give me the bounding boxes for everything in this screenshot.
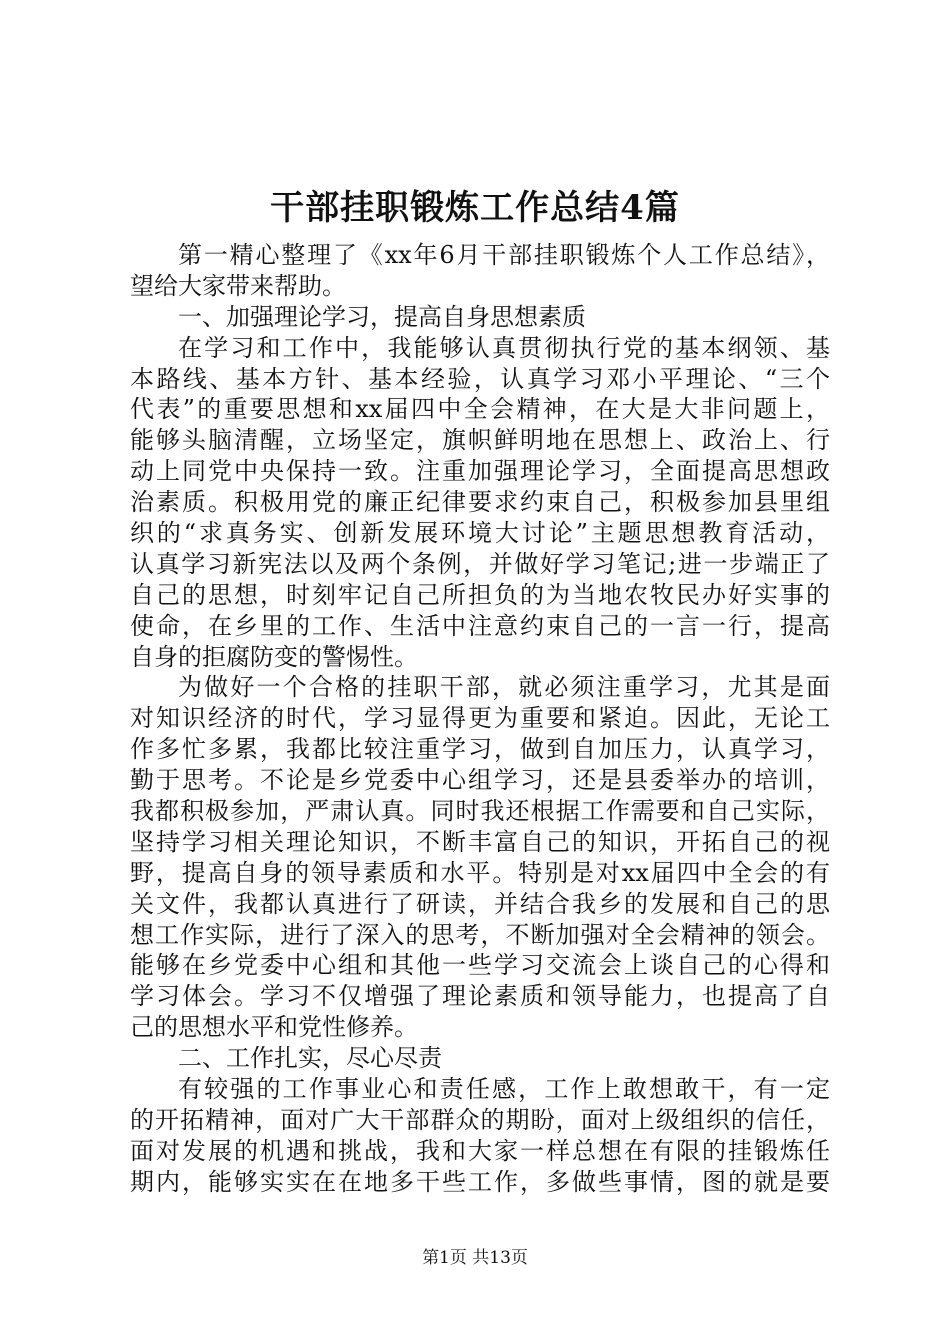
body-line: 认真学习新宪法以及两个条例，并做好学习笔记;进一步端正了 xyxy=(130,549,830,578)
body-line: 己的思想水平和党性修养。 xyxy=(130,1013,418,1042)
body-line: 织的“求真务实、创新发展环境大讨论”主题思想教育活动， xyxy=(130,519,830,548)
body-line: 坚持学习相关理论知识，不断丰富自己的知识，开拓自己的视 xyxy=(130,827,830,856)
body-line: 学习体会。学习不仅增强了理论素质和领导能力，也提高了自 xyxy=(130,982,830,1011)
body-line: 动上同党中央保持一致。注重加强理论学习，全面提高思想政 xyxy=(130,457,830,486)
body-line: 一、加强理论学习，提高自身思想素质 xyxy=(178,302,586,331)
body-line: 期内，能够实实在在地多干些工作，多做些事情，图的就是要 xyxy=(130,1167,830,1196)
page-footer: 第1页 共13页 xyxy=(422,1248,528,1268)
body-line: 自己的思想，时刻牢记自己所担负的为当地农牧民办好实事的 xyxy=(130,580,830,609)
body-line: 代表”的重要思想和xx届四中全会精神，在大是大非问题上， xyxy=(130,395,830,424)
body-line: 勤于思考。不论是乡党委中心组学习，还是县委举办的培训， xyxy=(130,766,830,795)
document-body xyxy=(130,240,830,1198)
body-line: 自身的拒腐防变的警惕性。 xyxy=(130,642,418,671)
body-line: 本路线、基本方针、基本经验，认真学习邓小平理论、“三个 xyxy=(130,364,830,393)
body-line: 为做好一个合格的挂职干部，就必须注重学习，尤其是面 xyxy=(178,673,830,702)
body-line: 关文件，我都认真进行了研读，并结合我乡的发展和自己的思 xyxy=(130,889,830,918)
body-line: 使命，在乡里的工作、生活中注意约束自己的一言一行，提高 xyxy=(130,611,830,640)
body-line: 有较强的工作事业心和责任感，工作上敢想敢干，有一定 xyxy=(178,1075,830,1104)
body-line: 能够头脑清醒，立场坚定，旗帜鲜明地在思想上、政治上、行 xyxy=(130,426,830,455)
document-title: 干部挂职锻炼工作总结4篇 xyxy=(270,188,680,228)
body-line: 二、工作扎实，尽心尽责 xyxy=(178,1044,442,1073)
body-line: 我都积极参加，严肃认真。同时我还根据工作需要和自己实际， xyxy=(130,797,830,826)
body-line: 望给大家带来帮助。 xyxy=(130,271,346,300)
body-line: 野，提高自身的领导素质和水平。特别是对xx届四中全会的有 xyxy=(130,858,830,887)
body-line: 能够在乡党委中心组和其他一些学习交流会上谈自己的心得和 xyxy=(130,951,830,980)
body-line: 对知识经济的时代，学习显得更为重要和紧迫。因此，无论工 xyxy=(130,704,830,733)
body-line: 想工作实际，进行了深入的思考，不断加强对全会精神的领会。 xyxy=(130,920,830,949)
body-line: 第一精心整理了《xx年6月干部挂职锻炼个人工作总结》， xyxy=(178,241,830,269)
body-line: 面对发展的机遇和挑战，我和大家一样总想在有限的挂锻炼任 xyxy=(130,1136,830,1165)
body-line: 作多忙多累，我都比较注重学习，做到自加压力，认真学习， xyxy=(130,735,830,764)
body-line: 在学习和工作中，我能够认真贯彻执行党的基本纲领、基 xyxy=(178,333,830,362)
body-line: 治素质。积极用党的廉正纪律要求约束自己，积极参加县里组 xyxy=(130,488,830,517)
body-line: 的开拓精神，面对广大干部群众的期盼，面对上级组织的信任， xyxy=(130,1105,830,1134)
